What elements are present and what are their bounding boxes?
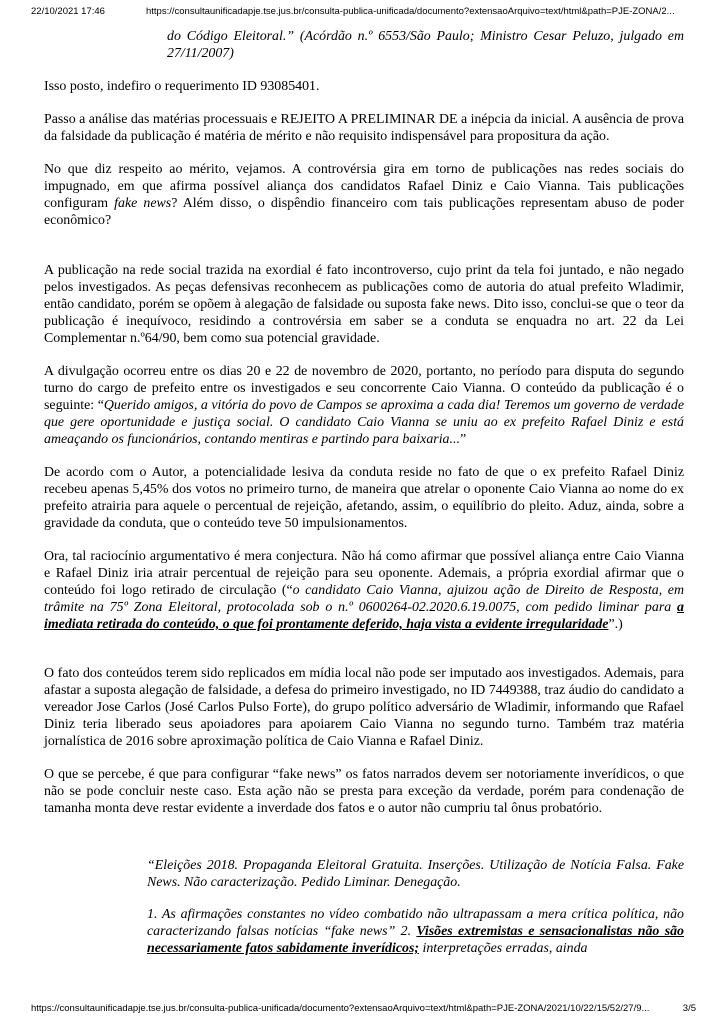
print-timestamp: 22/10/2021 17:46 xyxy=(31,6,105,17)
jurisprudence-citation xyxy=(147,857,684,957)
underlined-emphasis: Visões extremistas e sensacionalistas não são necessariamente fatos sabidamente inverídicos; xyxy=(147,924,684,956)
text: A divulgação ocorreu entre os dias 20 e 22 de novembro de 2020, portanto, no período para disputa do segundo turno do cargo de prefeito entre os investigados e seu concorrente Caio Vianna. O conteúdo da publicação é o seguinte: “ xyxy=(44,364,684,413)
spacer xyxy=(44,833,684,857)
page-number: 3/5 xyxy=(682,1003,696,1014)
citation-summary: “Eleições 2018. Propaganda Eleitoral Gratuita. Inserções. Utilização de Notícia Falsa. Fake News. Não caracterização. Pedido Liminar. Denegação. xyxy=(147,858,684,890)
text: ” xyxy=(459,432,467,447)
paragraph-publication-fact: A publicação na rede social trazida na exordial é fato incontroverso, cujo print da tela foi juntado, e não negado pelos investigados. As peças defensivas reconhecem as publicações como de autoria do atual prefeito Wladimir, então candidato, porém se opõem à alegação de falsidade ou suposta fake news. Dito isso, conclui-se que o teor da publicação é inequívoco, residindo a controvérsia em saber se a conduta se enquadra no art. 22 da Lei Complementar n.º64/90, bem como sua potencial gravidade. xyxy=(44,263,684,346)
text: ”.) xyxy=(608,617,623,632)
text: ? Além disso, o dispêndio financeiro com tais publicações representam abuso de poder econômico? xyxy=(44,196,685,228)
footer-url[interactable]: https://consultaunificadapje.tse.jus.br/consulta-publica-unificada/documento?extensaoArquivo=text/html&path=PJE-ZONA/2021/10/22/15/52/27/9... xyxy=(31,1003,650,1014)
paragraph-merit-question xyxy=(44,161,684,229)
spacer xyxy=(44,245,684,262)
print-url[interactable]: https://consultaunificadapje.tse.jus.br/consulta-publica-unificada/documento?extensaoArquivo=text/html&path=PJE-ZONA/2... xyxy=(146,6,675,17)
document-body xyxy=(44,28,684,972)
text: Ora, tal raciocínio argumentativo é mera conjectura. Não há como afirmar que possível aliança entre Caio Vianna e Rafael Diniz iria atrair percentual de rejeição para seu oponente. Ademais, a própria exordial afirmar que o conteúdo foi logo retirado de circulação (“ xyxy=(44,549,684,598)
spacer xyxy=(44,649,684,665)
quote-continuation: do Código Eleitoral.” (Acórdão n.º 6553/São Paulo; Ministro Cesar Peluzo, julgado em 27/11/2007) xyxy=(167,29,684,61)
quoted-post: Querido amigos, a vitória do povo de Campos se aproxima a cada dia! Teremos um governo de verdade que gere oportunidade e justiça social. O candidato Caio Vianna se uniu ao ex prefeito Rafael Diniz e está ameaçando os funcionários, contando mentiras e partindo para baixaria... xyxy=(44,398,684,447)
paragraph-conjecture xyxy=(44,548,684,633)
paragraph-publication-content xyxy=(44,363,684,448)
text: No que diz respeito ao mérito, vejamos. A controvérsia gira em torno de publicações nas redes sociais do impugnado, em que afirma possível aliança dos candidatos Rafael Diniz e Caio Vianna. Tais publicações configuram xyxy=(44,162,684,211)
paragraph-fake-news-conclusion: O que se percebe, é que para configurar “fake news” os fatos narrados devem ser notoriamente inverídicos, o que não se pode concluir neste caso. Esta ação não se presta para exceção da verdade, porém para condenação de tamanha monta deve restar evidente a inverdade dos fatos e o autor não cumpriu tal ônus probatório. xyxy=(44,767,684,816)
paragraph-author-argument: De acordo com o Autor, a potencialidade lesiva da conduta reside no fato de que o ex prefeito Rafael Diniz recebeu apenas 5,45% dos votos no primeiro turno, de maneira que atrelar o oponente Caio Vianna ao nome do ex prefeito atrairia para aquele o percentual de rejeição, afetando, assim, o equilíbrio do pleito. Aduz, ainda, sobre a gravidade da conduta, que o conteúdo teve 50 impulsionamentos. xyxy=(44,465,684,531)
paragraph-local-media: O fato dos conteúdos terem sido replicados em mídia local não pode ser imputado aos investigados. Ademais, para afastar a suposta alegação de falsidade, a defesa do primeiro investigado, no ID 7449388, traz áudio do candidato a vereador Jose Carlos (José Carlos Pulso Forte), do grupo político adversário de Wladimir, informando que Rafael Diniz teria liberado seus apoiadores para apoiarem Caio Vianna no segundo turno. Também traz matéria jornalística de 2016 sobre aproximação política de Caio Vianna e Rafael Diniz. xyxy=(44,666,684,749)
citation-item xyxy=(147,906,684,957)
underlined-emphasis: a imediata retirada do conteúdo, o que foi prontamente deferido, haja vista a evidente irregularidade xyxy=(44,600,684,632)
emphasis: fake news xyxy=(114,196,172,211)
text: interpretações erradas, ainda xyxy=(419,941,588,956)
text: 1. As afirmações constantes no vídeo combatido não ultrapassam a mera crítica política, não caracterizando falsas notícias “fake news” 2. xyxy=(147,907,684,939)
paragraph-preliminary: Passo a análise das matérias processuais e REJEITO A PRELIMINAR DE a inépcia da inicial. A ausência de prova da falsidade da publicação é matéria de mérito e não requisito indispensável para propositura da ação. xyxy=(44,112,684,144)
quoted-exordial: o candidato Caio Vianna, ajuizou ação de Direito de Resposta, em trâmite na 75º Zona Eleitoral, protocolada sob o n.º 0600264-02.2020.6.19.0075, com pedido liminar para xyxy=(44,583,684,615)
paragraph-ruling: Isso posto, indefiro o requerimento ID 93085401. xyxy=(44,79,320,94)
